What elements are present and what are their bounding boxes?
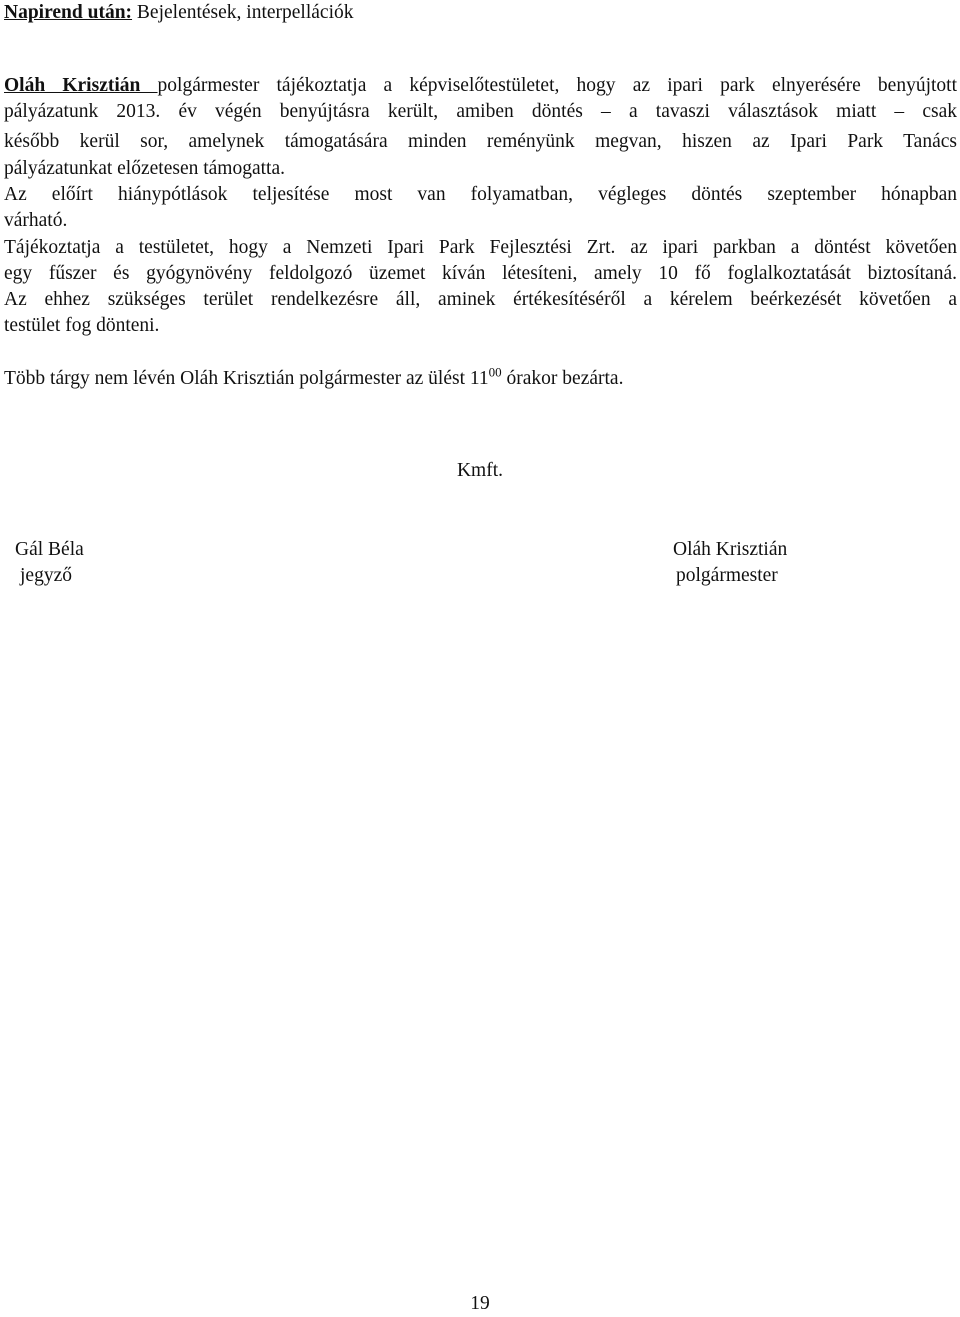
report-line-9: Az ehhez szükséges terület rendelkezésre áll, aminek értékesítéséről a kérelem beérkezését követően a: [4, 289, 957, 310]
report-line-6: várható.: [4, 210, 68, 231]
closing-statement: [4, 366, 957, 392]
report-line-7: Tájékoztatja a testületet, hogy a Nemzeti Ipari Park Fejlesztési Zrt. az ipari parkban a döntést követően: [4, 237, 957, 258]
signature-left-title: jegyző: [20, 565, 72, 586]
signature-right-name: Oláh Krisztián: [673, 539, 788, 560]
kmft-label: Kmft.: [456, 460, 504, 481]
signature-left-name: Gál Béla: [15, 539, 84, 560]
report-line-2: pályázatunk 2013. év végén benyújtásra került, amiben döntés – a tavaszi választások miatt – csak: [4, 101, 957, 122]
closing-text-end: órakor bezárta.: [501, 368, 624, 389]
signature-right-title: polgármester: [676, 565, 778, 586]
agenda-title: Bejelentések, interpellációk: [132, 2, 354, 23]
report-line-8: egy fűszer és gyógynövény feldolgozó üzemet kíván létesíteni, amely 10 fő foglalkoztatását biztosítaná.: [4, 263, 957, 284]
report-line-1-text: polgármester tájékoztatja a képviselőtestületet, hogy az ipari park elnyerésére benyújtott: [157, 75, 957, 96]
agenda-label: Napirend után:: [4, 2, 133, 23]
agenda-heading: [4, 0, 957, 26]
closing-superscript: 00: [488, 364, 502, 380]
report-line-10: testület fog dönteni.: [4, 315, 160, 336]
report-line-5: Az előírt hiánypótlások teljesítése most van folyamatban, végleges döntés szeptember hónapban: [4, 184, 957, 205]
page-number: 19: [470, 1293, 490, 1314]
report-line-3: később kerül sor, amelynek támogatására minden reményünk megvan, hiszen az Ipari Park Tanács: [4, 131, 957, 152]
report-line-4: pályázatunkat előzetesen támogatta.: [4, 158, 285, 179]
report-line-1: [4, 73, 957, 99]
report-speaker: Oláh Krisztián: [4, 75, 158, 96]
closing-text: Több tárgy nem lévén Oláh Krisztián polgármester az ülést 11: [4, 368, 489, 389]
